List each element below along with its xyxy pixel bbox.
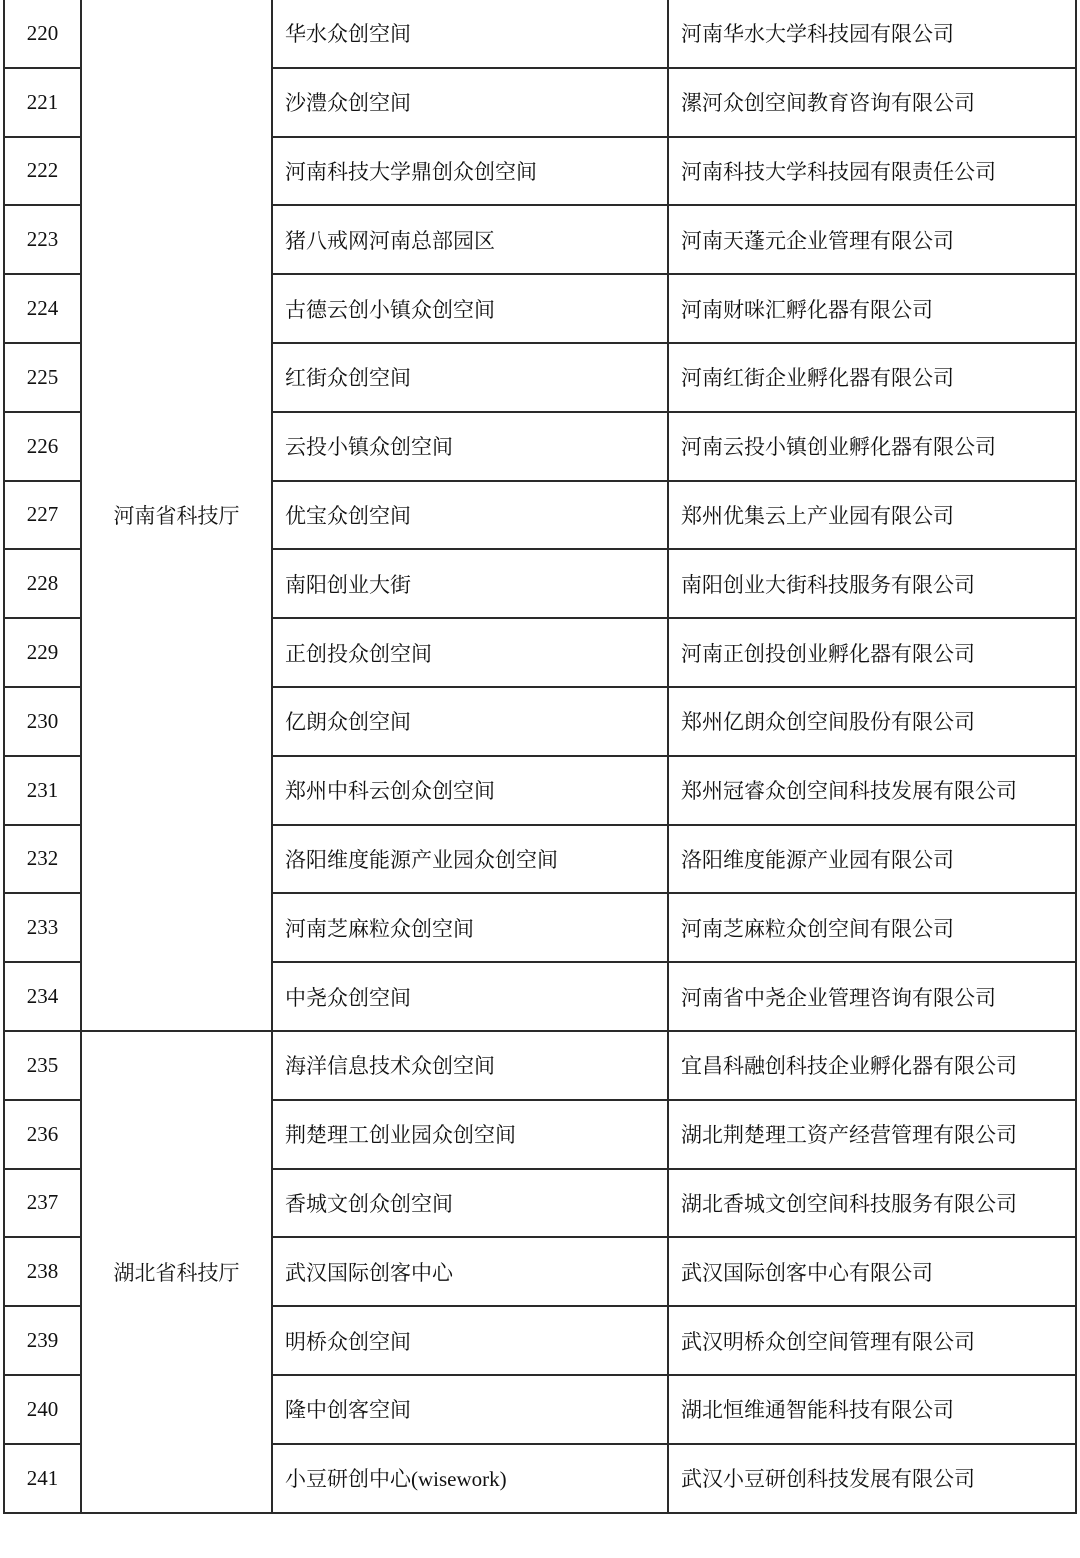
operating-organization: 郑州优集云上产业园有限公司 [668,481,1076,550]
space-name: 香城文创众创空间 [272,1169,668,1238]
operating-organization: 河南天蓬元企业管理有限公司 [668,205,1076,274]
space-name: 明桥众创空间 [272,1306,668,1375]
space-name: 正创投众创空间 [272,618,668,687]
row-number: 239 [4,1306,81,1375]
operating-organization: 漯河众创空间教育咨询有限公司 [668,68,1076,137]
table-row [4,1031,1076,1100]
operating-organization: 南阳创业大街科技服务有限公司 [668,549,1076,618]
space-name: 郑州中科云创众创空间 [272,756,668,825]
row-number: 229 [4,618,81,687]
space-name: 优宝众创空间 [272,481,668,550]
operating-organization: 郑州亿朗众创空间股份有限公司 [668,687,1076,756]
space-name: 南阳创业大街 [272,549,668,618]
space-name: 洛阳维度能源产业园众创空间 [272,825,668,894]
table-body [4,0,1076,1513]
operating-organization: 河南云投小镇创业孵化器有限公司 [668,412,1076,481]
space-name: 小豆研创中心(wisework) [272,1444,668,1513]
row-number: 232 [4,825,81,894]
space-name: 中尧众创空间 [272,962,668,1031]
operating-organization: 武汉小豆研创科技发展有限公司 [668,1444,1076,1513]
operating-organization: 河南红街企业孵化器有限公司 [668,343,1076,412]
operating-organization: 武汉明桥众创空间管理有限公司 [668,1306,1076,1375]
space-name: 河南芝麻粒众创空间 [272,893,668,962]
row-number: 235 [4,1031,81,1100]
row-number: 240 [4,1375,81,1444]
space-name: 亿朗众创空间 [272,687,668,756]
row-number: 222 [4,137,81,206]
row-number: 237 [4,1169,81,1238]
row-number: 241 [4,1444,81,1513]
department-cell: 河南省科技厅 [81,0,272,1031]
row-number: 220 [4,0,81,68]
operating-organization: 湖北恒维通智能科技有限公司 [668,1375,1076,1444]
row-number: 226 [4,412,81,481]
row-number: 223 [4,205,81,274]
operating-organization: 宜昌科融创科技企业孵化器有限公司 [668,1031,1076,1100]
operating-organization: 河南省中尧企业管理咨询有限公司 [668,962,1076,1031]
row-number: 228 [4,549,81,618]
operating-organization: 湖北荆楚理工资产经营管理有限公司 [668,1100,1076,1169]
space-name: 隆中创客空间 [272,1375,668,1444]
row-number: 233 [4,893,81,962]
space-name: 武汉国际创客中心 [272,1237,668,1306]
maker-space-table [3,0,1077,1514]
space-name: 海洋信息技术众创空间 [272,1031,668,1100]
row-number: 225 [4,343,81,412]
operating-organization: 河南财咪汇孵化器有限公司 [668,274,1076,343]
department-cell: 湖北省科技厅 [81,1031,272,1513]
operating-organization: 武汉国际创客中心有限公司 [668,1237,1076,1306]
space-name: 沙澧众创空间 [272,68,668,137]
operating-organization: 河南科技大学科技园有限责任公司 [668,137,1076,206]
space-name: 猪八戒网河南总部园区 [272,205,668,274]
row-number: 230 [4,687,81,756]
row-number: 234 [4,962,81,1031]
row-number: 231 [4,756,81,825]
operating-organization: 河南华水大学科技园有限公司 [668,0,1076,68]
operating-organization: 河南正创投创业孵化器有限公司 [668,618,1076,687]
row-number: 236 [4,1100,81,1169]
space-name: 红街众创空间 [272,343,668,412]
space-name: 云投小镇众创空间 [272,412,668,481]
row-number: 238 [4,1237,81,1306]
operating-organization: 河南芝麻粒众创空间有限公司 [668,893,1076,962]
space-name: 华水众创空间 [272,0,668,68]
space-name: 荆楚理工创业园众创空间 [272,1100,668,1169]
row-number: 224 [4,274,81,343]
operating-organization: 湖北香城文创空间科技服务有限公司 [668,1169,1076,1238]
space-name: 古德云创小镇众创空间 [272,274,668,343]
space-name: 河南科技大学鼎创众创空间 [272,137,668,206]
row-number: 221 [4,68,81,137]
operating-organization: 郑州冠睿众创空间科技发展有限公司 [668,756,1076,825]
table-row [4,0,1076,68]
row-number: 227 [4,481,81,550]
operating-organization: 洛阳维度能源产业园有限公司 [668,825,1076,894]
